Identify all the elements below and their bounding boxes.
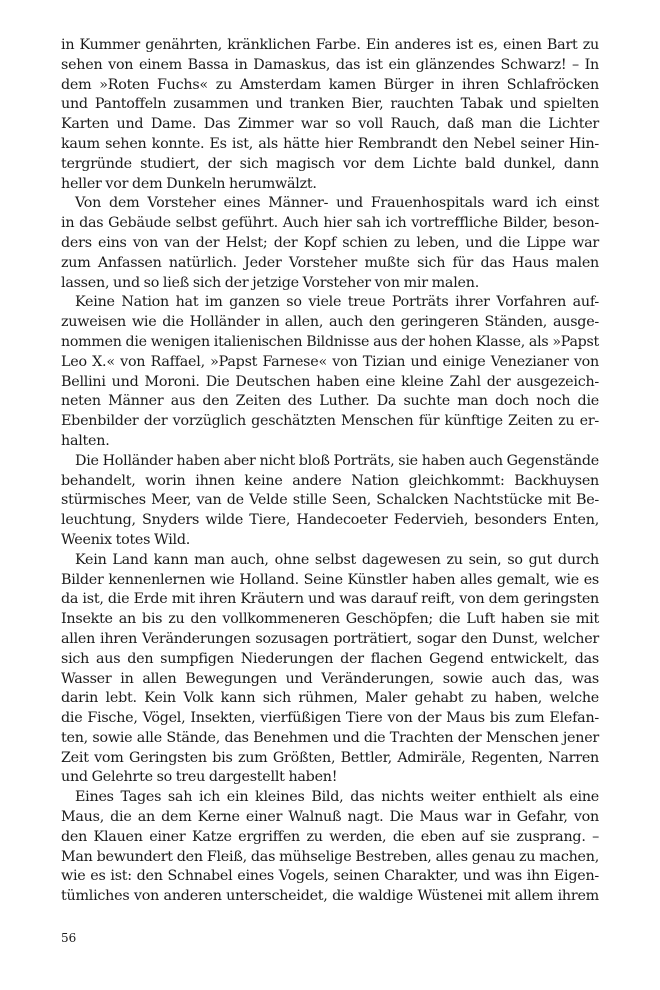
text-line: zum Anfassen natürlich. Jeder Vorsteher mußte sich für das Haus malen — [61, 254, 599, 271]
text-line: wie es ist: den Schnabel eines Vogels, seinen Charakter, und was ihn Eigen- — [61, 868, 599, 885]
text-line: Ebenbilder der vorzüglich geschätzten Menschen für künftige Zeiten zu er- — [61, 413, 599, 430]
text-line: dem »Roten Fuchs« zu Amsterdam kamen Bürger in ihren Schlafröcken — [61, 76, 599, 93]
text-line: halten. — [61, 432, 110, 449]
text-line: Wasser in allen Bewegungen und Veränderungen, sowie auch das, was — [61, 670, 599, 687]
text-line: ten, sowie alle Stände, das Benehmen und die Trachten der Menschen jener — [61, 729, 599, 746]
text-line: und Pantoffeln zusammen und tranken Bier, rauchten Tabak und spielten — [61, 96, 599, 113]
text-line: darin lebt. Kein Volk kann sich rühmen, Maler gehabt zu haben, welche — [61, 690, 599, 707]
text-line: da ist, die Erde mit ihren Kräutern und was darauf reift, von dem geringsten — [61, 591, 599, 608]
text-line: den Klauen einer Katze ergriffen zu werden, die eben auf sie zusprang. – — [61, 828, 599, 845]
text-line: Maus, die an dem Kerne einer Walnuß nagt. Die Maus war in Gefahr, von — [61, 809, 599, 826]
text-line: allen ihren Veränderungen sozusagen porträtiert, sogar den Dunst, welcher — [61, 630, 599, 647]
text-line: stürmisches Meer, van de Velde stille Seen, Schalcken Nachtstücke mit Be- — [61, 492, 599, 509]
text-line: Zeit vom Geringsten bis zum Größten, Bettler, Admiräle, Regenten, Narren — [61, 749, 599, 766]
text-line: Karten und Dame. Das Zimmer war so voll Rauch, daß man die Lichter — [61, 116, 599, 133]
text-line: sich aus den sumpfigen Niederungen der flachen Gegend entwickelt, das — [61, 650, 599, 667]
text-line: Die Holländer haben aber nicht bloß Porträts, sie haben auch Gegenstände — [75, 452, 599, 469]
text-line: Man bewundert den Fleiß, das mühselige Bestreben, alles genau zu machen, — [61, 848, 599, 865]
text-line: ders eins von van der Helst; der Kopf schien zu leben, und die Lippe war — [61, 234, 599, 251]
text-line: Eines Tages sah ich ein kleines Bild, das nichts weiter enthielt als eine — [75, 789, 599, 806]
text-line: lassen, und so ließ sich der jetzige Vorsteher von mir malen. — [61, 274, 479, 291]
text-line: kaum sehen konnte. Es ist, als hätte hier Rembrandt den Nebel seiner Hin- — [61, 135, 599, 152]
text-line: in das Gebäude selbst geführt. Auch hier sah ich vortreffliche Bilder, beson- — [61, 215, 599, 232]
text-line: tergründe studiert, der sich magisch vor dem Lichte bald dunkel, dann — [61, 155, 599, 172]
text-line: Weenix totes Wild. — [61, 531, 191, 548]
text-line: sehen von einem Bassa in Damaskus, das ist ein glänzendes Schwarz! – In — [61, 56, 599, 73]
text-line: Von dem Vorsteher eines Männer- und Frauenhospitals ward ich einst — [75, 195, 599, 212]
text-line: Leo X.« von Raffael, »Papst Farnese« von Tizian und einige Venezianer von — [61, 353, 599, 370]
text-line: neten Männer aus den Zeiten des Luther. Da suchte man doch noch die — [61, 393, 599, 410]
text-line: heller vor dem Dunkeln herumwälzt. — [61, 175, 317, 192]
page-number: 56 — [61, 931, 77, 945]
text-line: Kein Land kann man auch, ohne selbst dagewesen zu sein, so gut durch — [75, 551, 599, 568]
page-body — [61, 36, 599, 907]
text-line: leuchtung, Snyders wilde Tiere, Handecoeter Federvieh, besonders Enten, — [61, 512, 599, 529]
text-line: Bilder kennenlernen wie Holland. Seine Künstler haben alles gemalt, wie es — [61, 571, 599, 588]
text-line: die Fische, Vögel, Insekten, vierfüßigen Tiere von der Maus bis zum Elefan- — [61, 710, 599, 727]
text-line: nommen die wenigen italienischen Bildnisse aus der hohen Klasse, als »Papst — [61, 333, 599, 350]
text-line: Keine Nation hat im ganzen so viele treue Porträts ihrer Vorfahren auf- — [75, 294, 599, 311]
text-line: Bellini und Moroni. Die Deutschen haben eine kleine Zahl der ausgezeich- — [61, 373, 599, 390]
text-line: in Kummer genährten, kränklichen Farbe. Ein anderes ist es, einen Bart zu — [61, 37, 599, 53]
text-line: behandelt, worin ihnen keine andere Nation gleichkommt: Backhuysen — [61, 472, 599, 489]
text-line: zuweisen wie die Holländer in allen, auch den geringeren Ständen, ausge- — [61, 314, 599, 331]
text-line: und Gelehrte so treu dargestellt haben! — [61, 769, 338, 786]
text-line: tümliches von anderen unterscheidet, die waldige Wüstenei mit allem ihrem — [61, 888, 599, 905]
text-line: Insekte an bis zu den vollkommeneren Geschöpfen; die Luft haben sie mit — [61, 611, 599, 628]
